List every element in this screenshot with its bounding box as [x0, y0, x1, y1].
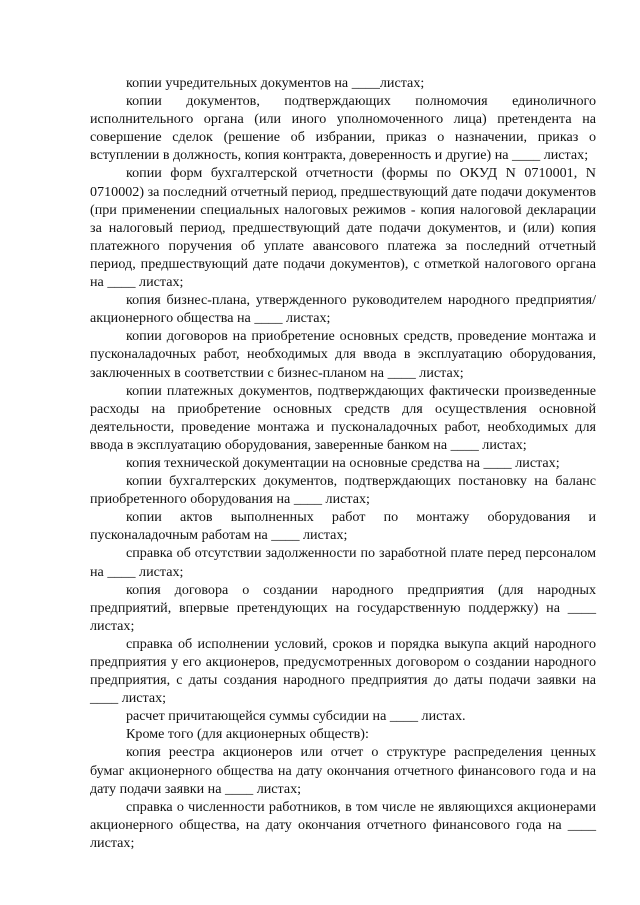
paragraph-founding-documents: копии учредительных документов на ____листах; — [126, 75, 425, 91]
paragraph-completion-acts: копии актов выполненных работ по монтажу оборудования и пусконаладочным работам на ____ листах; — [90, 509, 596, 544]
paragraph-accounting-reports: копии форм бухгалтерской отчетности (формы по ОКУД N 0710001, N 0710002) за последний отчетный период, предшествующий дате подачи документов (при применении специальных налоговых режимов - копия налоговой декларации за налоговый период, предшествующий дате подачи документов, и (или) копия платежного поручения об уплате авансового платежа за последний отчетный период, предшествующий дате подачи документов), с отметкой налогового органа на ____ листах; — [90, 165, 596, 291]
paragraph-authority-documents: копии документов, подтверждающих полномочия единоличного исполнительного органа (или иного уполномоченного лица) претендента на совершение сделок (решение об избрании, приказ о назначении, приказ о вступлении в должность, копия контракта, доверенность и другие) на ____ листах; — [90, 93, 596, 164]
paragraph-salary-debt-certificate: справка об отсутствии задолженности по заработной плате перед персоналом на ____ листах; — [90, 545, 596, 580]
paragraph-accounting-documents: копии бухгалтерских документов, подтверждающих постановку на баланс приобретенного оборудования на ____ листах; — [90, 473, 596, 508]
paragraph-enterprise-agreement: копия договора о создании народного предприятия (для народных предприятий, впервые претендующих на государственную поддержку) на ____ листах; — [90, 581, 596, 634]
paragraph-shareholder-register: копия реестра акционеров или отчет о структуре распределения ценных бумаг акционерного общества на дату окончания отчетного финансового года и на дату подачи заявки на ____ листах; — [90, 744, 596, 797]
paragraph-employee-count-certificate: справка о численности работников, в том числе не являющихся акционерами акционерного общества, на дату окончания отчетного финансового года на ____ листах; — [90, 798, 596, 851]
paragraph-business-plan: копия бизнес-плана, утвержденного руководителем народного предприятия/акционерного общества на ____ листах; — [90, 292, 596, 327]
paragraph-subsidy-calculation: расчет причитающейся суммы субсидии на ____ листах. — [126, 708, 466, 725]
paragraph-technical-documentation: копия технической документации на основные средства на ____ листах; — [126, 454, 560, 471]
paragraph-joint-stock-heading: Кроме того (для акционерных обществ): — [126, 726, 369, 743]
paragraph-purchase-contracts: копии договоров на приобретение основных средств, проведение монтажа и пусконаладочных работ, необходимых для ввода в эксплуатацию оборудования, заключенных в соответствии с бизнес-планом на ____ листах; — [90, 328, 596, 381]
paragraph-payment-documents: копии платежных документов, подтверждающих фактически произведенные расходы на приобретение основных средств для осуществления основной деятельности, проведение монтажа и пусконаладочных работ, необходимых для ввода в эксплуатацию оборудования, заверенные банком на ____ листах; — [90, 382, 596, 453]
paragraph-share-buyback-certificate: справка об исполнении условий, сроков и порядка выкупа акций народного предприятия у его акционеров, предусмотренных договором о создании народного предприятия, с даты создания народного предприятия до даты подачи заявки на ____ листах; — [90, 635, 596, 707]
document-page — [90, 74, 596, 852]
